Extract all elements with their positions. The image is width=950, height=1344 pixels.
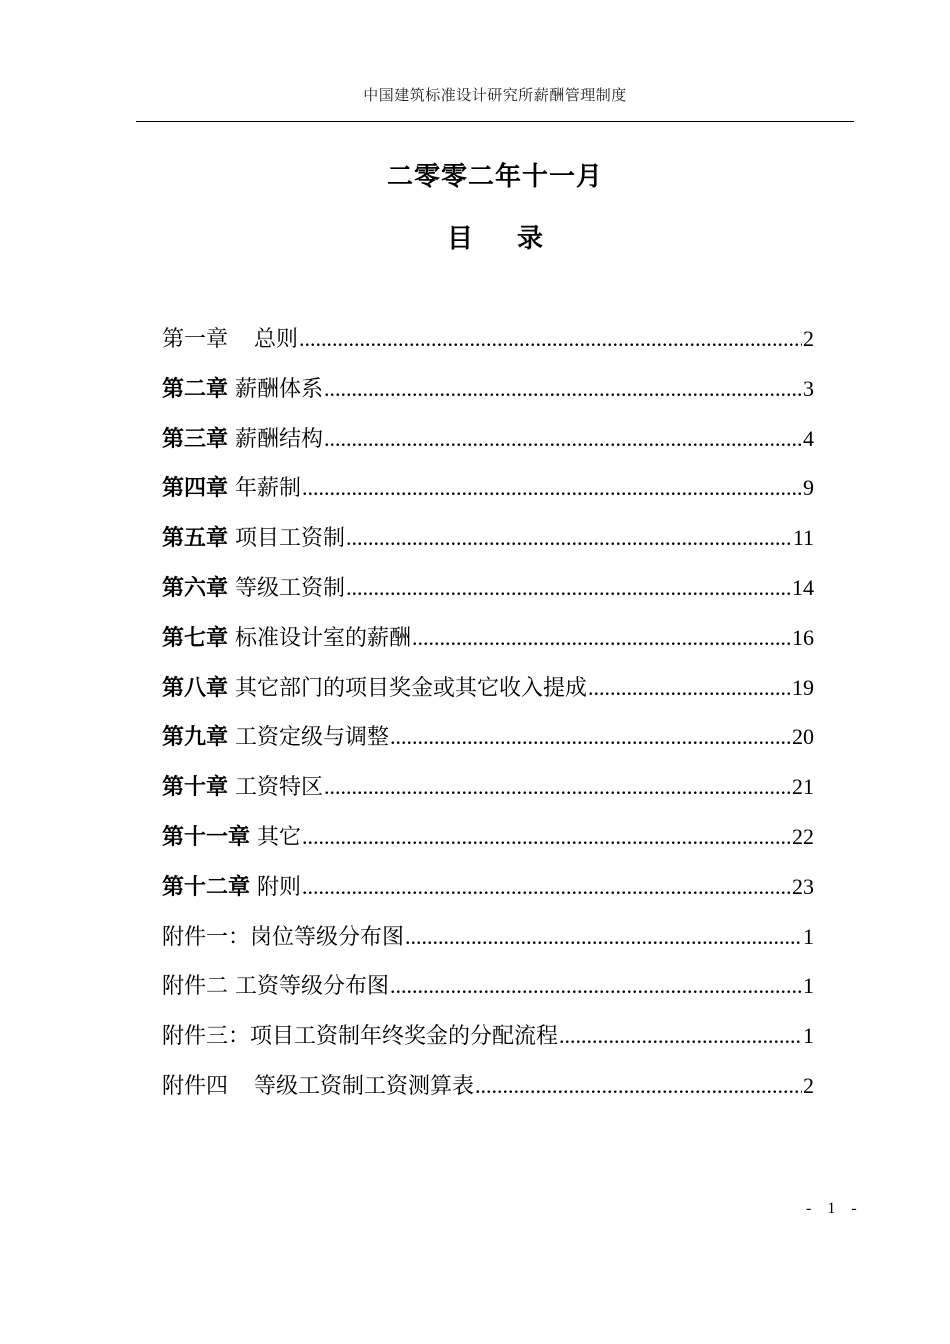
toc-leader-dots: [346, 575, 791, 601]
toc-entry-page: 9: [803, 475, 814, 501]
toc-entry-page: 11: [792, 525, 814, 551]
toc-entry-page: 22: [792, 823, 814, 849]
toc-entry-number: 附件一：: [162, 924, 251, 950]
toc-entry-title: 总则: [254, 327, 299, 352]
toc-leader-dots: [559, 1023, 802, 1049]
toc-entry[interactable]: [162, 322, 814, 372]
toc-leader-dots: [324, 376, 802, 402]
toc-entry-number: 第四章: [162, 476, 229, 502]
toc-entry-number: 第八章: [162, 675, 229, 701]
toc-entry-number: 第十二章: [162, 874, 251, 900]
toc-entry-page: 2: [803, 1072, 814, 1098]
page-number: - 1 -: [806, 1200, 863, 1217]
toc-leader-dots: [324, 426, 802, 452]
toc-entry-number: 附件二: [162, 974, 229, 1000]
toc-entry[interactable]: [162, 969, 814, 1019]
toc-leader-dots: [302, 824, 791, 850]
toc-entry[interactable]: [162, 372, 814, 422]
toc-entry-title: 项目工资制年终奖金的分配流程: [250, 1024, 559, 1050]
toc-leader-dots: [302, 874, 791, 900]
toc-entry-page: 19: [792, 674, 814, 700]
toc-entry-title: 项目工资制: [235, 526, 346, 552]
toc-entry-title: 其它部门的项目奖金或其它收入提成: [235, 675, 588, 701]
running-header: 中国建筑标准设计研究所薪酬管理制度: [363, 86, 627, 104]
toc-entry-title: 年薪制: [235, 476, 302, 502]
toc-entry-number: 第三章: [162, 426, 229, 452]
toc-entry-page: 21: [792, 774, 814, 800]
toc-entry-number: 第五章: [162, 526, 229, 552]
toc-entry-page: 1: [803, 1023, 814, 1049]
header-divider: [136, 121, 854, 122]
toc-entry-page: 3: [803, 375, 814, 401]
toc-entry[interactable]: [162, 720, 814, 770]
toc-entry-number: 第一章: [162, 327, 229, 352]
toc-entry-page: 1: [803, 973, 814, 999]
toc-leader-dots: [475, 1073, 802, 1099]
toc-leader-dots: [390, 724, 791, 750]
toc-entry-page: 16: [792, 624, 814, 650]
toc-entry[interactable]: [162, 422, 814, 472]
toc-entry-number: 第九章: [162, 725, 229, 751]
toc-entry-title: 等级工资制: [235, 575, 346, 601]
toc-entry-title: 工资定级与调整: [235, 725, 390, 751]
toc-entry[interactable]: [162, 920, 814, 970]
toc-entry-title: 等级工资制工资测算表: [254, 1073, 475, 1099]
toc-heading-left: 目: [446, 224, 473, 254]
toc-entry-number: 第十章: [162, 775, 229, 801]
toc-entry-number: 附件四: [162, 1073, 229, 1099]
toc-entry-number: 第十一章: [162, 824, 251, 850]
toc-leader-dots: [405, 924, 802, 950]
toc-entry[interactable]: [162, 1019, 814, 1069]
toc-entry-title: 其它: [257, 824, 302, 850]
toc-entry-title: 标准设计室的薪酬: [235, 625, 412, 651]
toc-entry-number: 第二章: [162, 376, 229, 402]
toc-entry-title: 岗位等级分布图: [250, 924, 405, 950]
toc-entry-number: 第七章: [162, 625, 229, 651]
toc-entry[interactable]: [162, 870, 814, 920]
toc-leader-dots: [324, 774, 791, 800]
toc-entry-page: 20: [792, 724, 814, 750]
toc-entry-page: 1: [803, 923, 814, 949]
toc-leader-dots: [299, 326, 802, 352]
toc-leader-dots: [302, 475, 802, 501]
toc-leader-dots: [346, 525, 792, 551]
toc-entry[interactable]: [162, 1069, 814, 1119]
toc-entry-number: 第六章: [162, 575, 229, 601]
toc-leader-dots: [588, 675, 791, 701]
toc-entry-title: 工资等级分布图: [235, 974, 390, 1000]
toc-entry[interactable]: [162, 471, 814, 521]
toc-entry-page: 23: [792, 873, 814, 899]
toc-entry-page: 14: [792, 574, 814, 600]
toc-entry-title: 薪酬体系: [235, 376, 324, 402]
toc-entry[interactable]: [162, 621, 814, 671]
table-of-contents: [162, 322, 814, 1119]
toc-entry-number: 附件三：: [162, 1024, 251, 1050]
document-date: 二零零二年十一月: [386, 162, 603, 192]
toc-entry[interactable]: [162, 521, 814, 571]
toc-entry-title: 薪酬结构: [235, 426, 324, 452]
toc-entry-title: 附则: [257, 874, 302, 900]
toc-entry[interactable]: [162, 571, 814, 621]
toc-entry-title: 工资特区: [235, 775, 324, 801]
toc-entry[interactable]: [162, 671, 814, 721]
toc-entry[interactable]: [162, 820, 814, 870]
toc-leader-dots: [412, 625, 791, 651]
toc-entry-page: 2: [803, 326, 814, 351]
toc-entry-page: 4: [803, 425, 814, 451]
toc-heading: [0, 218, 950, 255]
toc-leader-dots: [390, 973, 802, 999]
toc-heading-right: 录: [517, 224, 544, 254]
toc-entry[interactable]: [162, 770, 814, 820]
